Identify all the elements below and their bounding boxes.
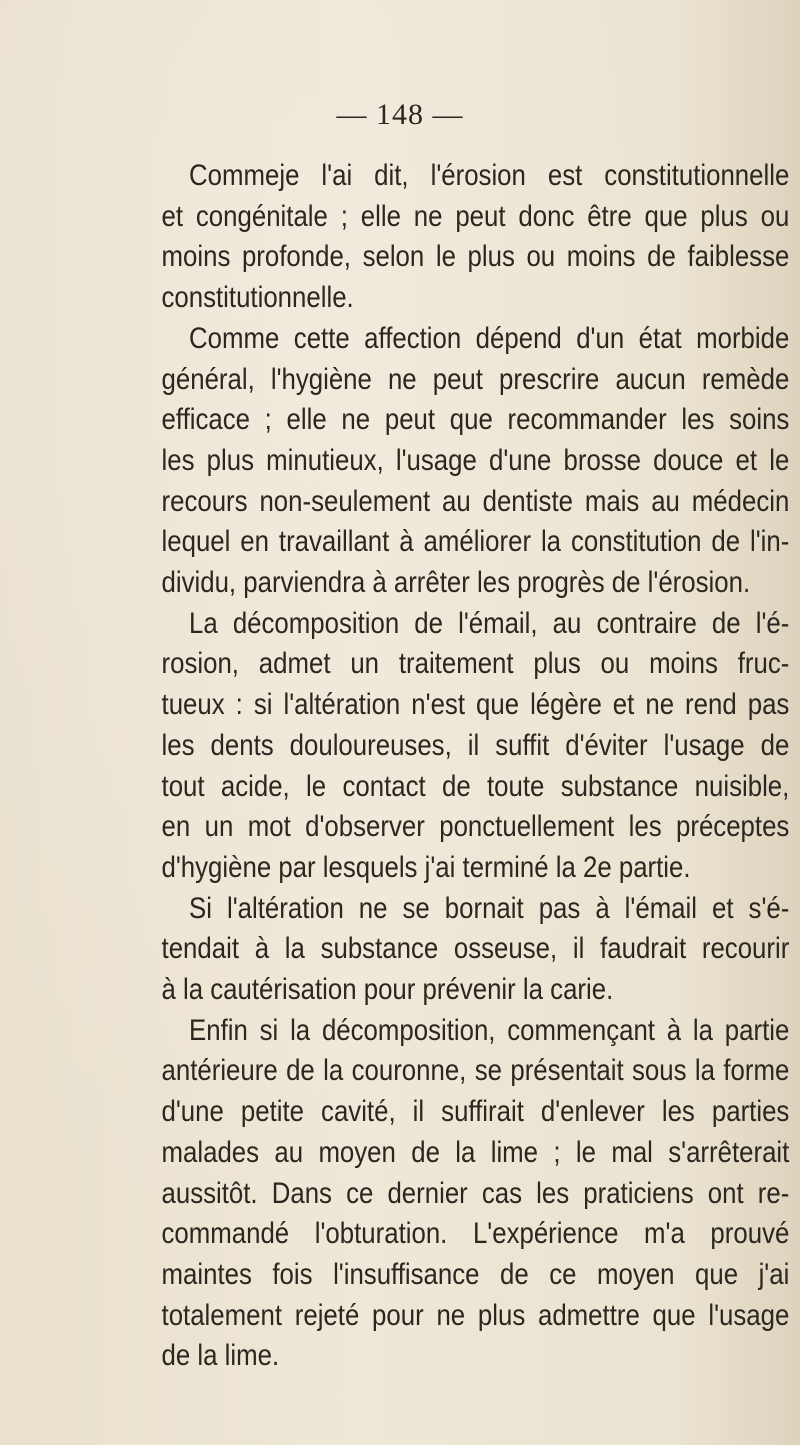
text-line: constitutionnelle.: [161, 281, 354, 315]
text-line: les plus minutieux, l'usage d'une brosse douce et le: [161, 443, 790, 477]
text-line: Commeje l'ai dit, l'érosion est constitutionnelle: [189, 159, 790, 192]
paragraph: [134, 1011, 790, 1377]
text-line: Enfin si la décomposition, commençant à la partie: [189, 1013, 790, 1047]
text-line: en un mot d'observer ponctuellement les préceptes: [161, 810, 790, 844]
text-line: les dents douloureuses, il suffit d'éviter l'usage de: [161, 728, 790, 762]
text-line: efficace ; elle ne peut que recommander les soins: [161, 403, 790, 437]
text-line: Comme cette affection dépend d'un état morbide: [189, 321, 790, 355]
paragraph: [134, 889, 790, 1011]
text-line: tendait à la substance osseuse, il faudrait recourir: [161, 932, 790, 966]
text-line: d'une petite cavité, il suffirait d'enlever les parties: [161, 1095, 790, 1129]
text-line: lequel en travaillant à améliorer la constitution de l'in-: [161, 525, 790, 559]
text-line: malades au moyen de la lime ; le mal s'arrêterait: [161, 1135, 790, 1169]
text-line: tueux : si l'altération n'est que légère et ne rend pas: [161, 688, 790, 722]
text-line: à la cautérisation pour prévenir la carie.: [161, 973, 614, 1007]
text-line: totalement rejeté pour ne plus admettre que l'usage: [161, 1298, 790, 1332]
text-line: recours non-seulement au dentiste mais au médecin: [161, 484, 790, 518]
text-line: rosion, admet un traitement plus ou moins fruc-: [161, 647, 790, 681]
paragraph: [134, 604, 790, 889]
paragraph: [134, 319, 790, 604]
text-line: La décomposition de l'émail, au contraire de l'é-: [189, 606, 790, 640]
text-line: d'hygiène par lesquels j'ai terminé la 2e partie.: [161, 850, 691, 884]
page-number: — 148 —: [336, 98, 464, 131]
text-line: moins profonde, selon le plus ou moins de faiblesse: [161, 240, 790, 274]
text-line: commandé l'obturation. L'expérience m'a prouvé: [161, 1217, 790, 1251]
text-line: aussitôt. Dans ce dernier cas les praticiens ont re-: [161, 1176, 790, 1210]
paragraph: [134, 156, 790, 319]
text-line: antérieure de la couronne, se présentait sous la forme: [161, 1054, 790, 1088]
text-line: maintes fois l'insuffisance de ce moyen que j'ai: [161, 1257, 790, 1291]
body-text: [134, 156, 790, 1377]
text-line: tout acide, le contact de toute substance nuisible,: [161, 769, 790, 803]
text-line: Si l'altération ne se bornait pas à l'émail et s'é-: [189, 891, 790, 925]
text-line: général, l'hygiène ne peut prescrire aucun remède: [161, 362, 790, 396]
text-line: dividu, parviendra à arrêter les progrès de l'érosion.: [161, 566, 751, 600]
text-line: de la lime.: [161, 1339, 280, 1373]
text-line: et congénitale ; elle ne peut donc être que plus ou: [161, 199, 790, 233]
